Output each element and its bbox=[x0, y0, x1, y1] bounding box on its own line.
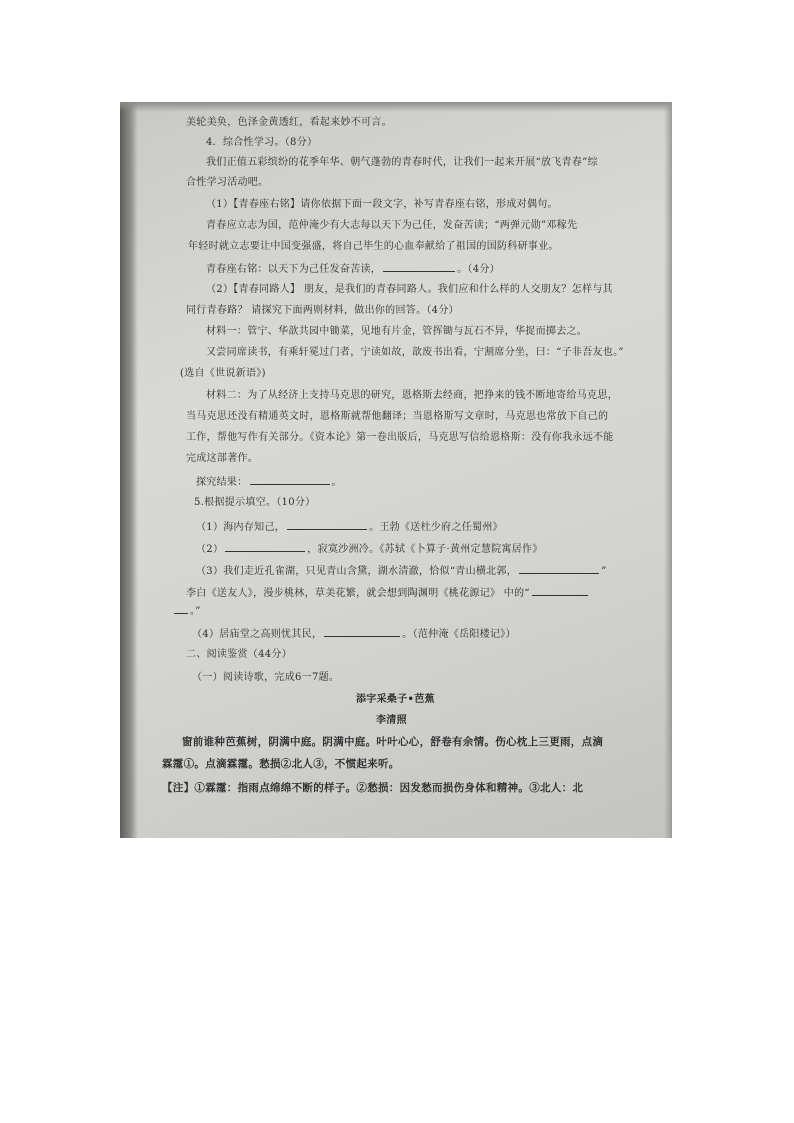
motto-line bbox=[206, 261, 500, 276]
text-line: 年轻时就立志要让中国变强盛，将自己毕生的心血奉献给了祖国的国防科研事业。 bbox=[188, 241, 559, 252]
fill-2-line bbox=[196, 541, 543, 556]
fill-3b-prompt: 李白《送友人》，漫步桃林，草美花繁，就会想到陶渊明《桃花源记》 中的“ bbox=[186, 588, 530, 599]
fill-3c-line bbox=[172, 603, 201, 618]
inquiry-result-label: 探究结果： bbox=[196, 477, 248, 488]
subsection-heading: （一）阅读诗歌，完成6一7题。 bbox=[192, 672, 340, 683]
answer-blank[interactable] bbox=[174, 603, 188, 614]
text-line: 青春应立志为国，范仲淹少有大志每以天下为己任，发奋苦读；“两弹元勋”邓稼先 bbox=[206, 220, 578, 231]
text-line: 同行青春路？ 请探究下面两则材料，做出你的回答。（4分） bbox=[186, 305, 459, 316]
text-line: 美轮美奂，色泽金黄透红，看起来妙不可言。 bbox=[186, 117, 392, 128]
poem-note: 【注】①霖霪：指雨点绵绵不断的样子。②愁损：因发愁而损伤身体和精神。③北人：北 bbox=[162, 782, 584, 794]
fill-3-line bbox=[196, 563, 607, 578]
text-line: 工作，帮他写作有关部分。《资本论》第一卷出版后，马克思写信给恩格斯：没有你我永远不能 bbox=[186, 432, 614, 443]
text-line: （1）【青春座右铭】请你依据下面一段文字，补写青春座右铭，形成对偶句。 bbox=[206, 199, 558, 210]
text-line: 又尝同席读书，有乘轩冕过门者，宁读如故，歆废书出看，宁割席分坐，曰：“子非吾友也。” bbox=[206, 347, 624, 358]
exam-page-photo bbox=[120, 102, 672, 838]
text-line: 当马克思还没有精通英文时，恩格斯就帮他翻译；当恩格斯写文章时，马克思也常放下自己的 bbox=[186, 411, 609, 422]
fill-1-prompt: （1）海内存知己， bbox=[196, 522, 286, 533]
page-edge-shadow-left bbox=[120, 102, 138, 838]
fill-4-source: 。（范仲淹《岳阳楼记》） bbox=[402, 629, 516, 640]
text-line: 完成这部著作。 bbox=[186, 453, 259, 464]
fill-1-source: 。王勃《送杜少府之任蜀州》 bbox=[369, 522, 503, 533]
fill-3-quote-end: ” bbox=[601, 566, 607, 577]
poem-title: 添字采桑子•芭蕉 bbox=[356, 694, 435, 705]
inquiry-result-line bbox=[196, 474, 342, 489]
question-5-title: 5.根据提示填空。（10分） bbox=[194, 497, 316, 508]
fill-3-prompt: （3）我们走近孔雀湖，只见青山含黛，湖水清澈，恰似“青山横北郭， bbox=[196, 566, 518, 577]
text-line: 合性学习活动吧。 bbox=[186, 177, 269, 188]
fill-1-line bbox=[196, 519, 503, 534]
text-line: （2）【青春同路人】 朋友，是我们的青春同路人。我们应和什么样的人交朋友？怎样与其 bbox=[206, 284, 613, 295]
page-edge-shadow-right bbox=[664, 102, 672, 838]
text-line: 材料一：管宁、华歆共园中锄菜，见地有片金，管挥锄与瓦石不异，华捉而掷去之。 bbox=[206, 326, 588, 337]
motto-score: 。（4分） bbox=[457, 264, 500, 275]
answer-blank[interactable] bbox=[519, 563, 599, 574]
fill-4-line bbox=[192, 626, 516, 641]
poem-author: 李清照 bbox=[376, 715, 407, 726]
poem-line: 霖霪①。点滴霖霪。愁损②北人③，不惯起来听。 bbox=[162, 758, 400, 770]
fill-2-source: ，寂寞沙洲冷。《苏轼《卜算子·黄州定慧院寓居作》 bbox=[307, 544, 543, 555]
page-edge-shadow-top bbox=[120, 102, 672, 112]
question-4-title: 4．综合性学习。（8分） bbox=[206, 137, 318, 148]
fill-4-prompt: （4）居庙堂之高则忧其民， bbox=[192, 629, 323, 640]
motto-prompt: 青春座右铭：以天下为己任发奋苦读， bbox=[206, 264, 382, 275]
fill-3b-line bbox=[186, 585, 590, 600]
section-2-heading: 二、阅读鉴赏（44分） bbox=[186, 649, 293, 660]
answer-blank[interactable] bbox=[324, 626, 400, 637]
answer-blank[interactable] bbox=[287, 519, 367, 530]
answer-blank[interactable] bbox=[383, 261, 455, 272]
answer-blank[interactable] bbox=[250, 474, 330, 485]
inquiry-result-end: 。 bbox=[331, 477, 342, 488]
text-line: 我们正值五彩缤纷的花季年华、朝气蓬勃的青春时代，让我们一起来开展“放飞青春”综 bbox=[206, 157, 598, 168]
source-line: (选自《世说新语》) bbox=[180, 368, 266, 379]
answer-blank[interactable] bbox=[532, 585, 588, 596]
answer-blank[interactable] bbox=[225, 541, 305, 552]
fill-2-prompt: （2） bbox=[196, 544, 224, 555]
text-line: 材料二：为了从经济上支持马克思的研究，恩格斯去经商，把挣来的钱不断地寄给马克思， bbox=[206, 390, 618, 401]
poem-line: 窗前谁种芭蕉树，阴满中庭。阴满中庭。叶叶心心，舒卷有余情。伤心枕上三更雨，点滴 bbox=[182, 736, 604, 748]
fill-3c-end: 。” bbox=[190, 606, 201, 617]
